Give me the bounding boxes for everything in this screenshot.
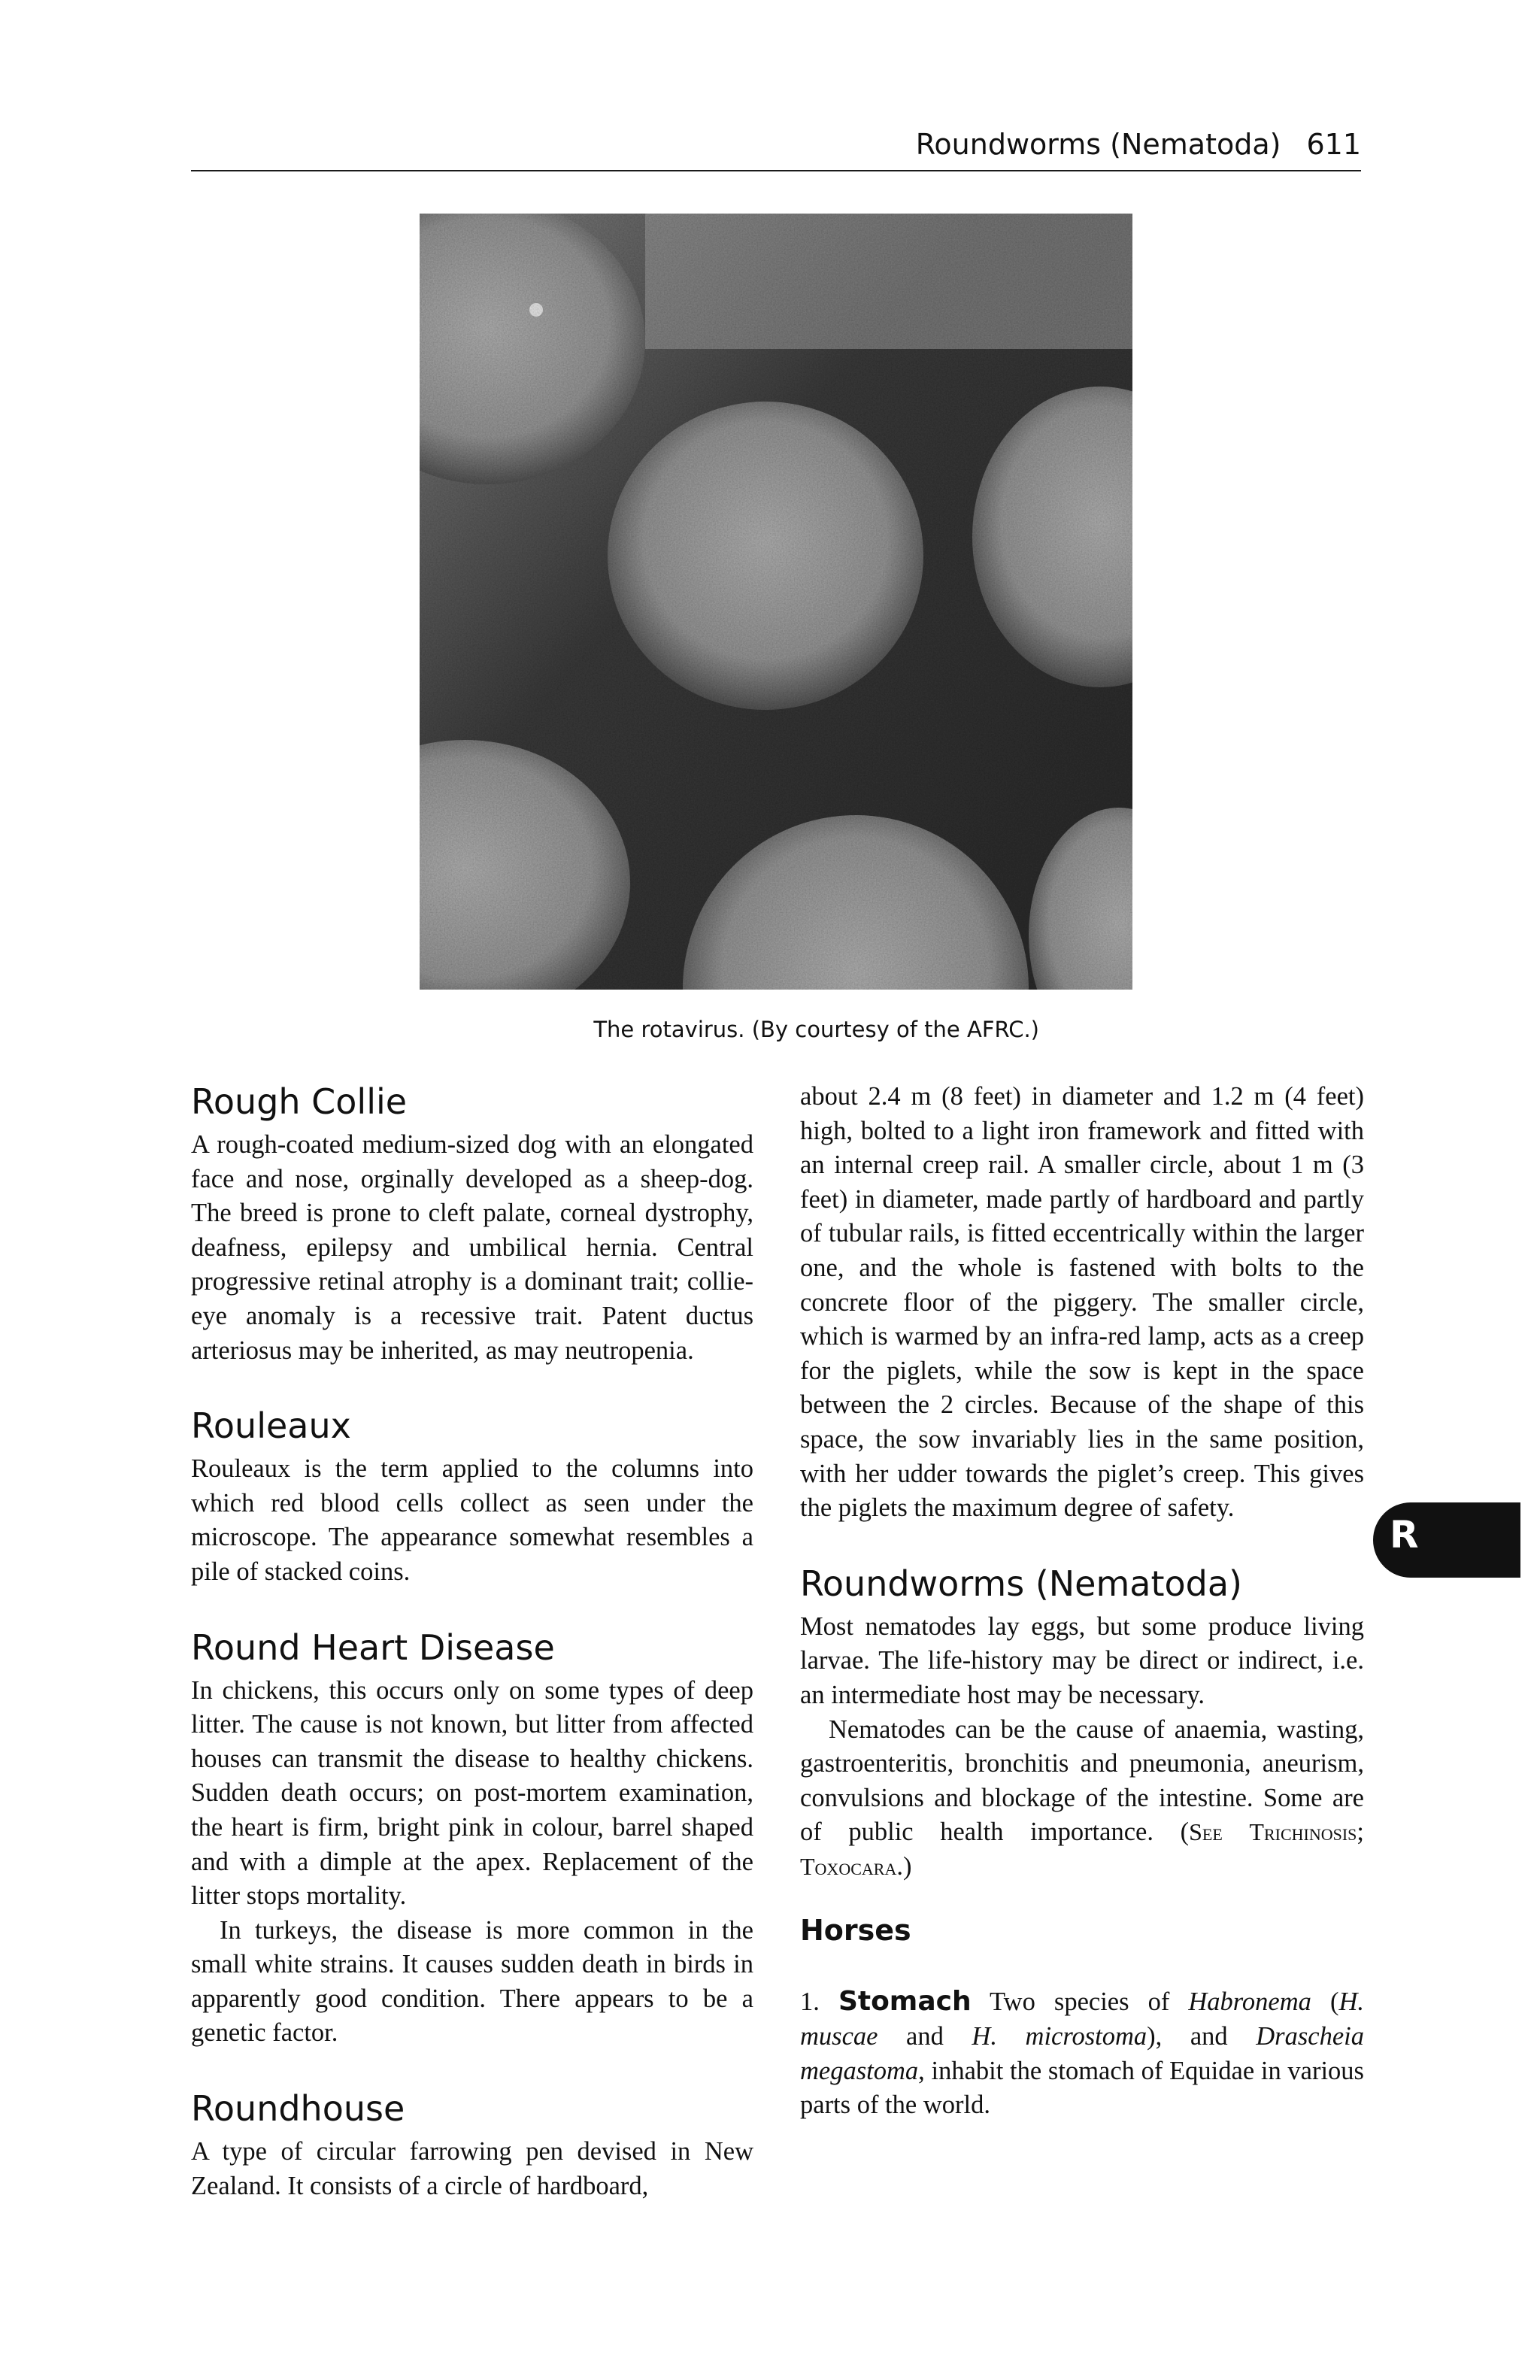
item-text-c: and bbox=[878, 2022, 972, 2051]
entry-heading-roundhouse: Roundhouse bbox=[191, 2088, 405, 2130]
entry-text-roundworms-2 bbox=[800, 1713, 1364, 1884]
cross-reference-separator: ; bbox=[1357, 1818, 1364, 1847]
species-h-microstoma: H. microstoma bbox=[972, 2022, 1147, 2051]
item-text-e: , inhabit the stomach of Equidae in various parts of the world. bbox=[800, 2056, 1364, 2120]
item-number: 1. bbox=[800, 1987, 820, 2017]
genus-habronema: Habronema bbox=[1188, 1987, 1311, 2017]
entry-heading-rouleaux: Rouleaux bbox=[191, 1405, 351, 1447]
thumb-index-letter: R bbox=[1390, 1513, 1419, 1557]
genus-drascheia-megastoma: Drascheia megastoma bbox=[800, 2022, 1364, 2085]
entry-text-roundhouse-continued: about 2.4 m (8 feet) in diameter and 1.2 m (4 feet) high, bolted to a light iron framework and fitted with an internal creep rail. A smaller circle, about 1 m (3 feet) in diameter, made partly of hardboard and partly of tubular rails, is fitted eccentrically within the larger one, and the whole is fastened with bolts to the concrete floor of the piggery. The smaller circle, which is warmed by an infra-red lamp, acts as a creep for the piglets, while the sow is kept in the space between the 2 circles. Because of the shape of this space, the sow invariably lies in the same position, with her udder towards the piglet’s creep. This gives the piglets the maximum degree of safety. bbox=[800, 1082, 1364, 1523]
running-title: Roundworms (Nematoda) bbox=[915, 128, 1281, 161]
entry-text-round-heart-disease-2: In turkeys, the disease is more common in the small white strains. It causes sudden death in birds in apparently good condition. There appears to be a genetic factor. bbox=[191, 1915, 753, 2048]
micrograph-image bbox=[420, 214, 1132, 990]
thumb-index-tab bbox=[1373, 1502, 1520, 1578]
horses-item-stomach bbox=[800, 1984, 1364, 2122]
entry-text-roundworms-1: Most nematodes lay eggs, but some produce living larvae. The life-history may be direct or indirect, i.e. an intermediate host may be necessary. bbox=[800, 1611, 1364, 1709]
running-head bbox=[191, 125, 1361, 171]
entry-text-roundhouse: A type of circular farrowing pen devised in New Zealand. It consists of a circle of hardboard, bbox=[191, 2137, 753, 2200]
item-title-stomach: Stomach bbox=[838, 1986, 972, 2018]
figure-caption: The rotavirus. (By courtesy of the AFRC.) bbox=[593, 1017, 1039, 1042]
cross-reference-trichinosis[interactable]: Trichinosis bbox=[1249, 1818, 1357, 1846]
entry-text-rouleaux: Rouleaux is the term applied to the columns into which red blood cells collect as seen under the microscope. The appearance somewhat resembles a pile of stacked coins. bbox=[191, 1454, 753, 1586]
item-text-a: Two species of bbox=[971, 1987, 1189, 2017]
entry-text-round-heart-disease-1: In chickens, this occurs only on some types of deep litter. The cause is not known, but litter from affected houses can transmit the disease to healthy chickens. Sudden death occurs; on post-mortem examination, the heart is firm, bright pink in colour, barrel shaped and with a dimple at the apex. Replacement of the litter stops mortality. bbox=[191, 1675, 753, 1911]
entry-heading-roundworms: Roundworms (Nematoda) bbox=[800, 1563, 1242, 1604]
roundworms-text-2-start: Nematodes can be the cause of anaemia, wasting, gastroenteritis, bronchitis and pneumonia, aneurism, convulsions and blockage of the intestine. Some are of public health importance. ( bbox=[800, 1715, 1364, 1847]
item-text-b: ( bbox=[1311, 1987, 1339, 2017]
item-text-d: ), and bbox=[1147, 2022, 1257, 2051]
species-h-muscae: H. muscae bbox=[800, 1987, 1365, 2051]
rotavirus-micrograph bbox=[420, 214, 1132, 990]
left-column bbox=[191, 1080, 753, 2203]
subheading-horses: Horses bbox=[800, 1914, 911, 1948]
right-column bbox=[800, 1080, 1364, 2123]
running-head-text bbox=[916, 128, 1361, 161]
entry-text-rough-collie: A rough-coated medium-sized dog with an elongated face and nose, orginally developed as a sheep-dog. The breed is prone to cleft palate, corneal dystrophy, deafness, epilepsy and umbilical hernia. Central progressive retinal atrophy is a dominant trait; collie-eye anomaly is a recessive trait. Patent ductus arteriosus may be inherited, as may neutropenia. bbox=[191, 1130, 753, 1365]
cross-reference-toxocara[interactable]: Toxocara bbox=[800, 1852, 897, 1880]
page-number: 611 bbox=[1306, 128, 1361, 161]
roundworms-text-2-end: .) bbox=[896, 1851, 912, 1881]
entry-heading-round-heart-disease: Round Heart Disease bbox=[191, 1627, 555, 1668]
see-label: See bbox=[1189, 1818, 1223, 1846]
entry-heading-rough-collie: Rough Collie bbox=[191, 1081, 408, 1122]
